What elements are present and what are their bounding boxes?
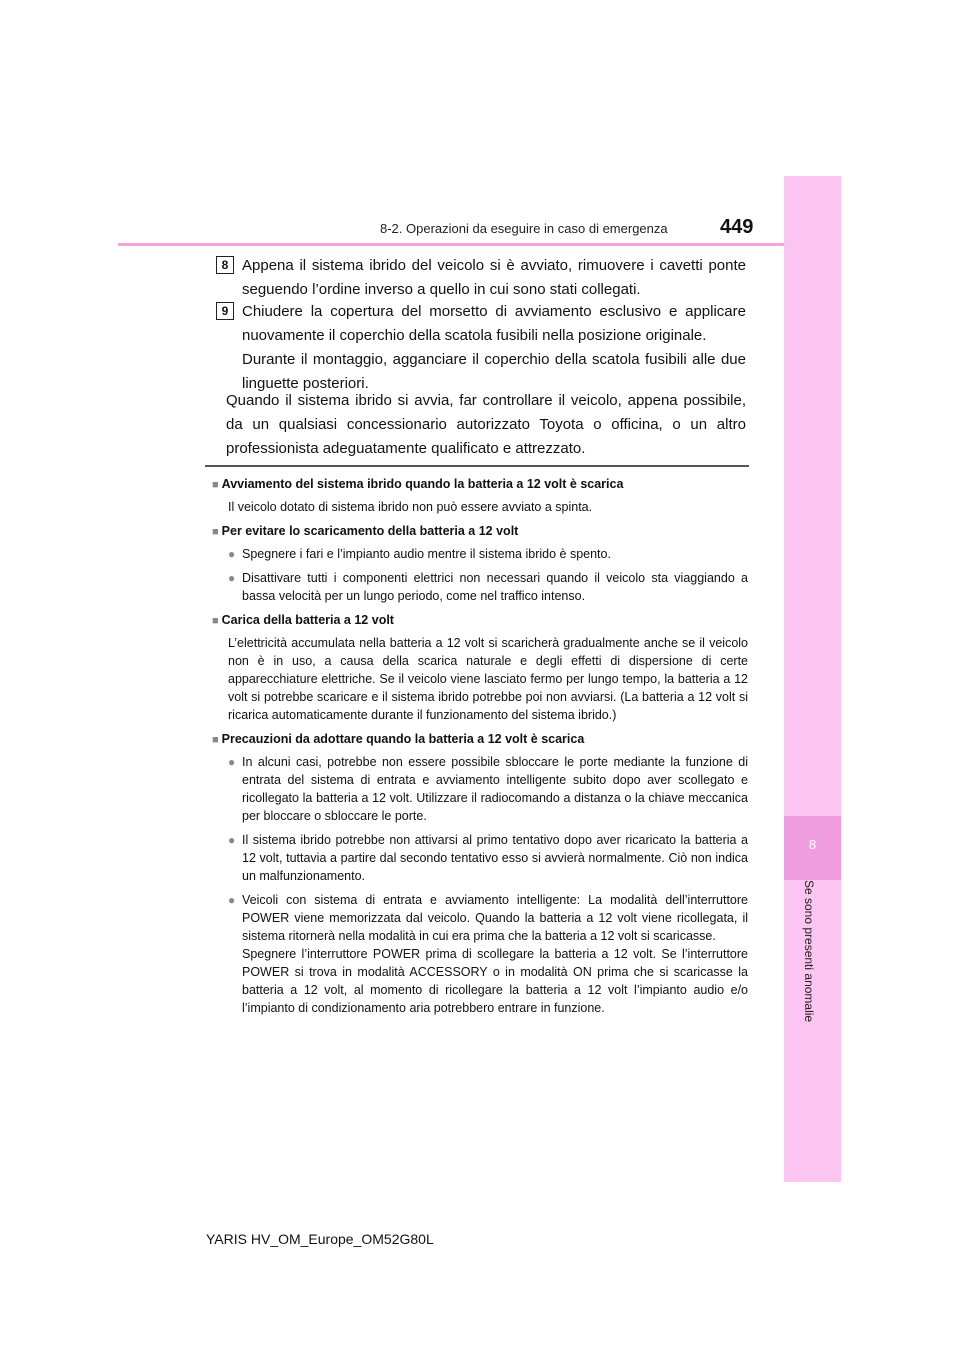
document-footer: YARIS HV_OM_Europe_OM52G80L (206, 1231, 434, 1247)
page-number: 449 (720, 216, 754, 238)
round-bullet-icon: ● (228, 893, 236, 907)
closing-paragraph: Quando il sistema ibrido si avvia, far controllare il veicolo, appena possibile, da un qualsiasi concessionario autorizzato Toyota o officina, o un altro professionista adeguatamente qualificato e attrezzato. (226, 392, 746, 457)
step-number-badge: 8 (216, 256, 234, 274)
notes-section (212, 475, 748, 1023)
list-item: ● Spegnere i fari e l’impianto audio mentre il sistema ibrido è spento. (228, 547, 611, 561)
list-item: ● Disattivare tutti i componenti elettrici non necessari quando il veicolo sta viaggiando a bassa velocità per un lungo periodo, come nel traffico intenso. (228, 571, 748, 603)
note-heading: Per evitare lo scaricamento della batteria a 12 volt (221, 524, 519, 538)
step-8 (216, 254, 746, 302)
note-text: Il veicolo dotato di sistema ibrido non può essere avviato a spinta. (228, 500, 593, 514)
square-bullet-icon: ■ (212, 615, 219, 627)
note-heading: Avviamento del sistema ibrido quando la batteria a 12 volt è scarica (221, 477, 624, 491)
square-bullet-icon: ■ (212, 479, 219, 491)
round-bullet-icon: ● (228, 833, 236, 847)
chapter-number-tab: 8 (784, 816, 841, 880)
step-text-continued: Durante il montaggio, agganciare il coperchio della scatola fusibili alle due linguette posteriori. (242, 351, 746, 392)
list-item: ● In alcuni casi, potrebbe non essere possibile sbloccare le porte mediante la funzione di entrata del sistema di entrata e avviamento intelligente subito dopo aver scollegato e ricollegato la batteria a 12 volt. Utilizzare il radiocomando a distanza o la chiave meccanica per bloccare o sbloccare le porte. (228, 755, 748, 823)
note-precautions (212, 730, 748, 1017)
round-bullet-icon: ● (228, 755, 236, 769)
square-bullet-icon: ■ (212, 734, 219, 746)
round-bullet-icon: ● (228, 571, 236, 585)
list-item: ● Veicoli con sistema di entrata e avviamento intelligente: La modalità dell’interruttore POWER viene memorizzata dal veicolo. Quando la batteria a 12 volt viene ricollegata, il sistema ritornerà nella modalità in cui era prima che la batteria a 12 volt si scaricasse. Spegnere l’interruttore POWER prima di scollegare la batteria a 12 volt. Se l’interruttore POWER si trova in modalità ACCESSORY o in modalità ON prima che si scaricasse la batteria a 12 volt, al momento di ricollegare la batteria a 12 volt l’impianto audio e/o l’impianto di condizionamento aria potrebbero entrare in funzione. (228, 893, 748, 1015)
chapter-label: Se sono presenti anomalie (802, 880, 816, 1023)
note-heading: Carica della batteria a 12 volt (221, 613, 394, 627)
square-bullet-icon: ■ (212, 526, 219, 538)
section-divider (205, 465, 749, 467)
header-rule (118, 243, 784, 246)
step-number-badge: 9 (216, 302, 234, 320)
step-9 (216, 300, 746, 396)
note-prevent-discharge (212, 522, 748, 605)
round-bullet-icon: ● (228, 547, 236, 561)
step-text: Appena il sistema ibrido del veicolo si è avviato, rimuovere i cavetti ponte seguendo l’ordine inverso a quello in cui sono stati collegati. (242, 257, 746, 298)
list-item: ● Il sistema ibrido potrebbe non attivarsi al primo tentativo dopo aver ricaricato la batteria a 12 volt, tuttavia a partire dal secondo tentativo esso si avvierà normalmente. Ciò non indica un malfunzionamento. (228, 833, 748, 883)
note-heading: Precauzioni da adottare quando la batteria a 12 volt è scarica (221, 732, 585, 746)
step-text: Chiudere la copertura del morsetto di avviamento esclusivo e applicare nuovamente il coperchio della scatola fusibili nella posizione originale. (242, 303, 746, 344)
note-jump-start (212, 475, 748, 516)
note-text: L’elettricità accumulata nella batteria a 12 volt si scaricherà gradualmente anche se il veicolo non è in uso, a causa della scarica naturale e degli effetti di dispersione di certe apparecchiature elettriche. Se il veicolo viene lasciato fermo per lungo tempo, la batteria a 12 volt si potrebbe scaricare e il sistema ibrido potrebbe poi non avviarsi. (La batteria a 12 volt si ricarica automaticamente durante il funzionamento del sistema ibrido.) (228, 636, 748, 722)
section-title: 8-2. Operazioni da eseguire in caso di emergenza (380, 221, 668, 236)
note-battery-charge (212, 611, 748, 724)
